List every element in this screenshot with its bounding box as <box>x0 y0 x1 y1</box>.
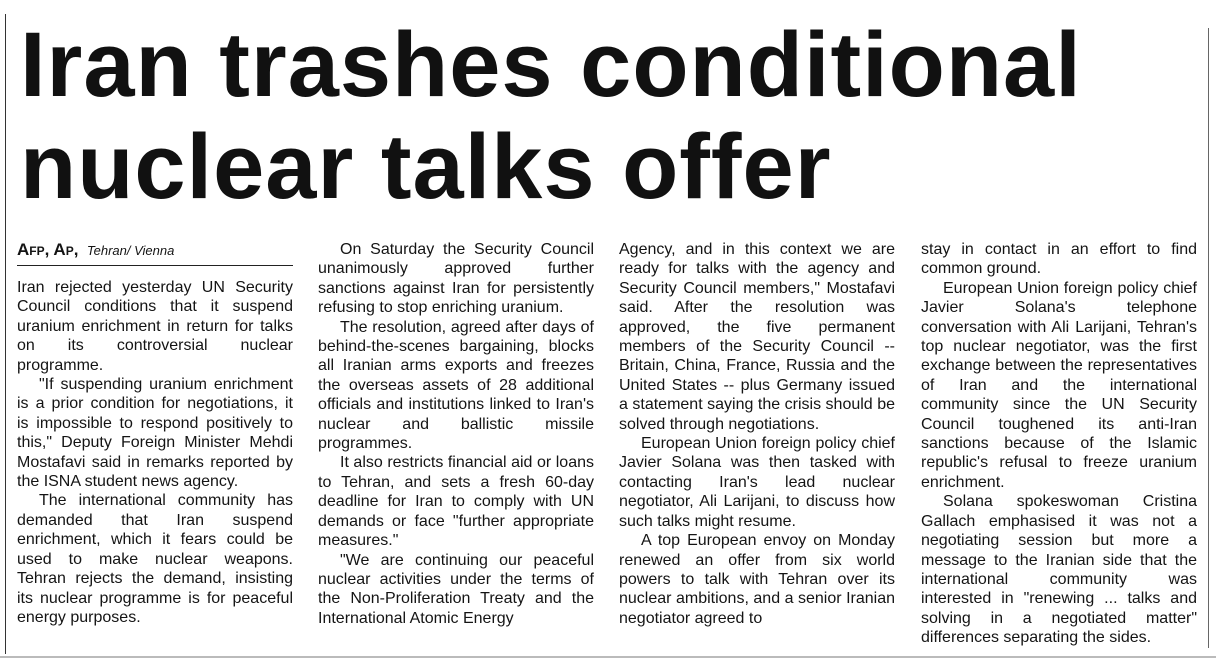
paragraph: It also restricts financial aid or loans to Tehran, and sets a fresh 60-day deadline for Iran to comply with UN demands or face "further appropriate measures." <box>318 454 594 550</box>
paragraph: The international community has demanded that Iran suspend enrichment, which it fears could be used to make nuclear weapons. Tehran rejects the demand, insisting its nuclear programme is for peaceful energy purposes. <box>17 492 293 626</box>
paragraph: Iran rejected yesterday UN Security Council conditions that it suspend uranium enrichment in return for talks on its controversial nuclear programme. <box>17 279 293 374</box>
paragraph: "If suspending uranium enrichment is a prior condition for negotiations, it is impossible to respond positively to this," Deputy Foreign Minister Mehdi Mostafavi said in remarks reported by the ISNA student news agency. <box>17 376 293 491</box>
bottom-border-rule <box>0 656 1216 658</box>
column-body <box>17 278 293 627</box>
paragraph: On Saturday the Security Council unanimously approved further sanctions against Iran for persistently refusing to stop enriching uranium. <box>318 241 594 317</box>
article-column-3 <box>619 240 895 628</box>
byline <box>17 240 293 266</box>
paragraph: Agency, and in this context we are ready for talks with the agency and Security Council members," Mostafavi said. After the resolution was approved, the five permanent members of the Security Council -- Britain, China, France, Russia and the United States -- plus Germany issued a statement saying the crisis should be solved through negotiations. <box>619 241 895 433</box>
paragraph: "We are continuing our peaceful nuclear activities under the terms of the Non-Proliferation Treaty and the International Atomic Energy <box>318 551 594 627</box>
paragraph: stay in contact in an effort to find common ground. <box>921 241 1197 278</box>
article-column-1 <box>17 240 293 627</box>
paragraph: Solana spokeswoman Cristina Gallach emphasised it was not a negotiating session but more a message to the Iranian side that the international community was interested in "renewing ... talks and solving in a negotiated matter" differences separating the sides. <box>921 493 1197 647</box>
paragraph: A top European envoy on Monday renewed an offer from six world powers to talk with Tehran over its nuclear ambitions, and a senior Iranian negotiator agreed to <box>619 532 895 627</box>
byline-agencies: Afp, Ap, <box>17 240 79 259</box>
headline: Iran trashes conditional nuclear talks offer <box>20 14 1082 218</box>
byline-location: Tehran/ Vienna <box>86 243 175 258</box>
left-border-rule <box>5 14 6 654</box>
paragraph: European Union foreign policy chief Javier Solana was then tasked with contacting Iran's lead nuclear negotiator, Ali Larijani, to discuss how such talks might resume. <box>619 435 895 530</box>
paragraph: European Union foreign policy chief Javier Solana's telephone conversation with Ali Larijani, Tehran's top nuclear negotiator, was the first exchange between the representatives of Iran and the international community since the UN Security Council toughened its anti-Iran sanctions because of the Islamic republic's refusal to freeze uranium enrichment. <box>921 279 1197 491</box>
paragraph: The resolution, agreed after days of behind-the-scenes bargaining, blocks all Iranian arms exports and freezes the overseas assets of 28 additional officials and institutions linked to Iran's nuclear and ballistic missile programmes. <box>318 318 594 453</box>
article-column-4 <box>921 240 1197 648</box>
article-column-2 <box>318 240 594 628</box>
